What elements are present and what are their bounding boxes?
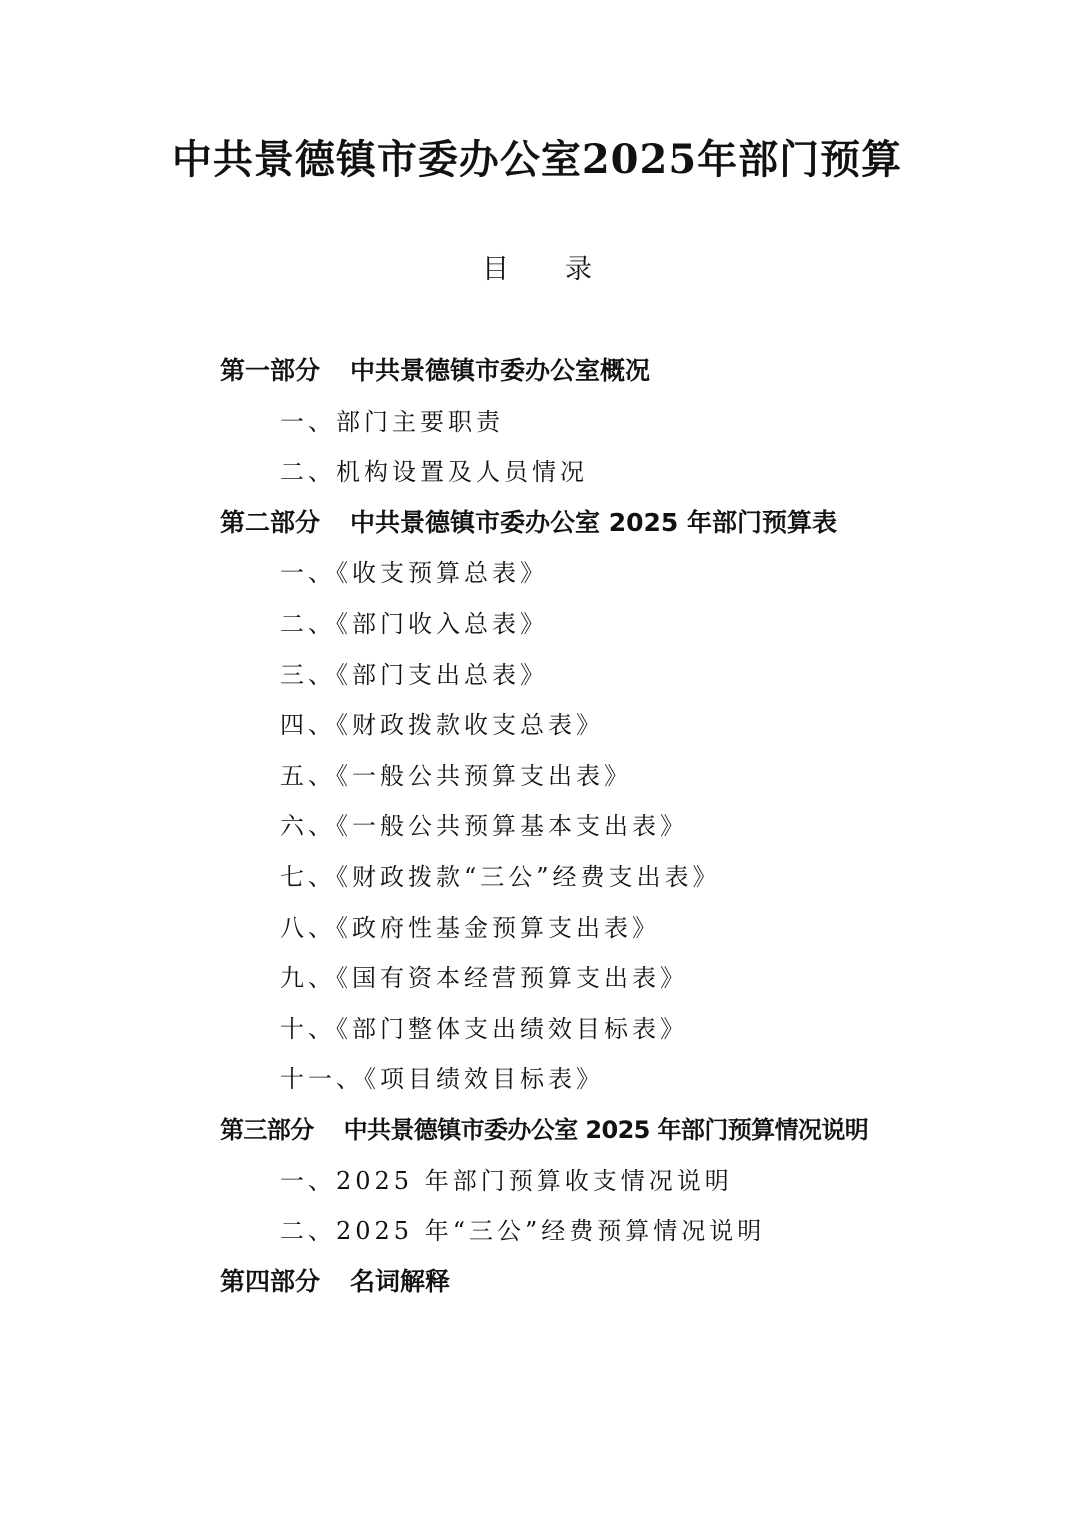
toc-item[interactable]: 一、部门主要职责 — [280, 407, 504, 436]
toc-heading-char-2: 录 — [565, 254, 592, 285]
toc-item[interactable]: 一、《收支预算总表》 — [280, 559, 548, 588]
toc-item[interactable]: 二、机构设置及人员情况 — [280, 458, 588, 487]
toc-item[interactable]: 二、《部门收入总表》 — [280, 609, 548, 638]
toc-part-label: 第一部分 — [220, 356, 321, 385]
toc-heading-char-1: 目 — [482, 254, 509, 285]
toc-item[interactable]: 五、《一般公共预算支出表》 — [280, 761, 632, 790]
toc-item[interactable]: 九、《国有资本经营预算支出表》 — [280, 964, 688, 993]
toc-item[interactable]: 四、《财政拨款收支总表》 — [280, 711, 604, 740]
toc-part-2[interactable] — [220, 498, 980, 549]
toc-part-1[interactable] — [220, 346, 980, 397]
toc-item[interactable]: 六、《一般公共预算基本支出表》 — [280, 812, 688, 841]
toc-item[interactable]: 八、《政府性基金预算支出表》 — [280, 913, 660, 942]
toc-part-label: 第四部分 — [220, 1266, 321, 1296]
page-title: 中共景德镇市委办公室2025年部门预算 — [171, 136, 903, 183]
toc-part-3[interactable] — [220, 1105, 980, 1156]
table-of-contents — [220, 346, 980, 1307]
toc-item[interactable]: 二、2025 年“三公”经费预算情况说明 — [280, 1217, 766, 1246]
toc-part-4[interactable] — [220, 1257, 980, 1308]
toc-part-title: 名词解释 — [350, 1266, 451, 1296]
toc-item[interactable]: 十一、《项目绩效目标表》 — [280, 1065, 604, 1094]
toc-part-title: 中共景德镇市委办公室 2025 年部门预算情况说明 — [343, 1115, 869, 1144]
toc-part-label: 第二部分 — [220, 507, 321, 537]
toc-item[interactable]: 三、《部门支出总表》 — [280, 660, 548, 689]
toc-part-title: 中共景德镇市委办公室概况 — [350, 356, 651, 385]
toc-heading — [0, 248, 1074, 292]
toc-item[interactable]: 一、2025 年部门预算收支情况说明 — [280, 1166, 733, 1195]
toc-item[interactable]: 七、《财政拨款“三公”经费支出表》 — [280, 862, 721, 891]
toc-part-label: 第三部分 — [220, 1115, 314, 1144]
toc-part-title: 中共景德镇市委办公室 2025 年部门预算表 — [350, 507, 838, 537]
toc-item[interactable]: 十、《部门整体支出绩效目标表》 — [280, 1014, 688, 1043]
